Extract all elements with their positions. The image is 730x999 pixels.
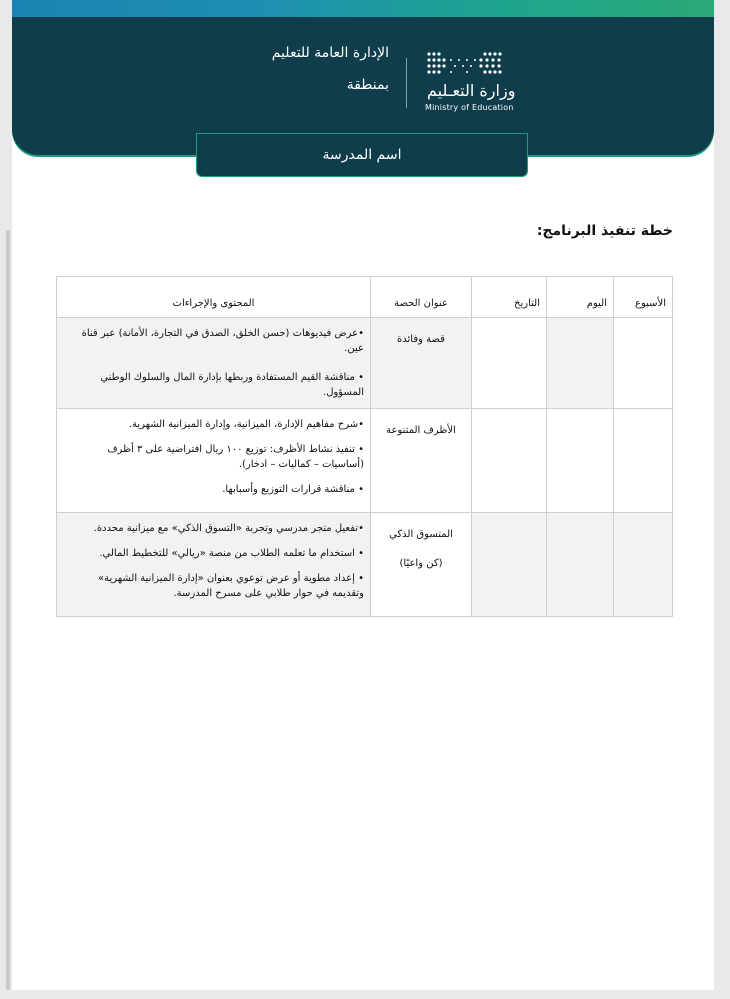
- col-lesson-title: عنوان الحصة: [371, 277, 472, 318]
- plan-table: [56, 276, 673, 617]
- cell-lesson-title: [371, 409, 472, 513]
- table-row: [57, 318, 673, 409]
- col-date: التاريخ: [472, 277, 547, 318]
- department-name: الإدارة العامة للتعليم: [271, 45, 389, 61]
- lesson-subtitle: (كن واعيًا): [399, 558, 443, 569]
- cell-week: [614, 409, 673, 513]
- cell-week: [614, 513, 673, 617]
- ministry-logo: [415, 50, 525, 120]
- cell-content: [57, 409, 371, 513]
- table-row: [57, 513, 673, 617]
- plan-title: خطة تنفيذ البرنامج:: [536, 223, 673, 239]
- list-item: • استخدام ما تعلمه الطلاب من منصة «ريالي» للتخطيط المالي.: [99, 548, 364, 559]
- cell-week: [614, 318, 673, 409]
- lesson-title: قصة وفائدة: [397, 334, 445, 345]
- cell-date: [472, 318, 547, 409]
- letterhead-title: [272, 43, 389, 95]
- table-header-row: [57, 277, 673, 318]
- header-divider: [406, 58, 407, 108]
- list-item: •تفعيل متجر مدرسي وتجربة «التسوق الذكي» مع ميزانية محددة.: [93, 523, 364, 534]
- scrollbar[interactable]: [6, 230, 10, 990]
- cell-day: [547, 318, 614, 409]
- list-item: • مناقشة القيم المستفادة وربطها بإدارة المال والسلوك الوطني المسؤول.: [100, 372, 364, 398]
- cell-content: [57, 513, 371, 617]
- col-week: الأسبوع: [614, 277, 673, 318]
- region-name: بمنطقة: [346, 77, 389, 93]
- ministry-logo-dots-icon: [415, 50, 515, 82]
- letterhead-banner: [12, 0, 714, 155]
- school-name-box: اسم المدرسة: [196, 133, 528, 177]
- list-item: •شرح مفاهيم الإدارة، الميزانية، وإدارة الميزانية الشهرية.: [128, 419, 364, 430]
- cell-day: [547, 409, 614, 513]
- col-content: المحتوى والإجراءات: [57, 277, 371, 318]
- list-item: • تنفيذ نشاط الأظرف: توزيع ١٠٠ ريال افتراضية على ٣ أظرف (أساسيات – كماليات – ادخار).: [107, 444, 364, 470]
- list-item: • مناقشة قرارات التوزيع وأسبابها.: [222, 484, 364, 495]
- lesson-title: المتسوق الذكي: [389, 529, 453, 540]
- header-stripe: [12, 0, 714, 17]
- logo-arabic-text: وزارة التعـليم: [427, 81, 516, 100]
- cell-lesson-title: [371, 318, 472, 409]
- table-row: [57, 409, 673, 513]
- cell-content: [57, 318, 371, 409]
- cell-day: [547, 513, 614, 617]
- cell-lesson-title: [371, 513, 472, 617]
- cell-date: [472, 513, 547, 617]
- list-item: • إعداد مطوية أو عرض توعوي بعنوان «إدارة الميزانية الشهرية» وتقديمه في حوار طلابي على مسرح المدرسة.: [97, 573, 364, 599]
- lesson-title: الأظرف المتنوعة: [386, 425, 456, 436]
- col-day: اليوم: [547, 277, 614, 318]
- list-item: •عرض فيديوهات (حسن الخلق، الصدق في التجارة، الأمانة) عبر قناة عين.: [81, 328, 364, 354]
- logo-english-text: Ministry of Education: [425, 103, 514, 112]
- cell-date: [472, 409, 547, 513]
